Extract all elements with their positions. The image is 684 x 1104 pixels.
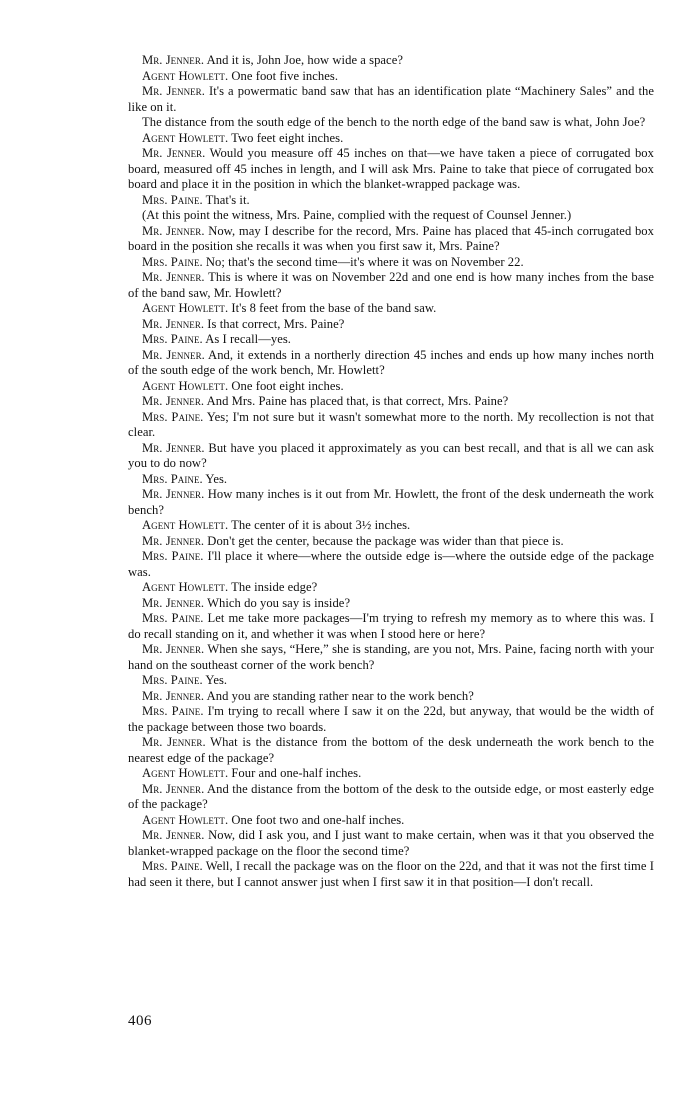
paragraph-text: Don't get the center, because the package was wider than that piece is. [204, 533, 564, 548]
paragraph-text: Yes. [202, 673, 228, 687]
speaker-name: Mrs. Paine. [142, 192, 203, 207]
speaker-name: Agent Howlett. [142, 130, 229, 145]
speaker-name: Mr. Jenner. [142, 316, 205, 331]
paragraph-text: I'll place it where—where the outside edge is—where the outside edge of the package was. [128, 549, 654, 579]
paragraph-text: (At this point the witness, Mrs. Paine, complied with the request of Counsel Jenner.) [142, 208, 572, 222]
paragraph [128, 410, 654, 441]
paragraph [128, 255, 654, 271]
speaker-name: Mrs. Paine. [142, 332, 203, 346]
speaker-name: Mr. Jenner. [142, 595, 205, 610]
paragraph-text: The distance from the south edge of the bench to the north edge of the band saw is what, John Joe? [142, 115, 646, 129]
paragraph [128, 394, 654, 410]
paragraph-text: And it is, John Joe, how wide a space? [204, 53, 403, 67]
speaker-name: Mrs. Paine. [142, 409, 204, 424]
transcript-body [128, 53, 654, 890]
paragraph [128, 379, 654, 395]
paragraph [128, 208, 654, 224]
speaker-name: Mrs. Paine. [142, 704, 204, 718]
speaker-name: Agent Howlett. [142, 766, 229, 780]
paragraph-text: The inside edge? [228, 580, 318, 594]
paragraph-text: This is where it was on November 22d and one end is how many inches from the base of the band saw, Mr. Howlett? [128, 270, 654, 300]
paragraph [128, 859, 654, 890]
speaker-name: Mr. Jenner. [142, 828, 205, 842]
speaker-name: Mr. Jenner. [142, 394, 205, 408]
paragraph [128, 596, 654, 612]
paragraph-text: The center of it is about 3½ inches. [228, 518, 411, 532]
paragraph-text: And the distance from the bottom of the desk to the outside edge, or most easterly edge of the package? [128, 781, 654, 811]
speaker-name: Agent Howlett. [142, 812, 229, 827]
speaker-name: Agent Howlett. [142, 68, 229, 83]
paragraph-text: No; that's the second time—it's where it was on November 22. [202, 254, 524, 269]
paragraph-text: One foot two and one-half inches. [228, 812, 405, 827]
paragraph [128, 348, 654, 379]
speaker-name: Mr. Jenner. [142, 270, 205, 284]
speaker-name: Mrs. Paine. [142, 549, 204, 563]
paragraph [128, 766, 654, 782]
paragraph [128, 146, 654, 193]
speaker-name: Mr. Jenner. [142, 84, 205, 98]
paragraph-text: One foot eight inches. [228, 378, 344, 393]
paragraph [128, 549, 654, 580]
paragraph [128, 131, 654, 147]
paragraph [128, 84, 654, 115]
paragraph [128, 270, 654, 301]
paragraph-text: But have you placed it approximately as you can best recall, and that is all we can ask you to do now? [128, 440, 654, 470]
paragraph-text: And Mrs. Paine has placed that, is that correct, Mrs. Paine? [204, 394, 509, 408]
speaker-name: Mr. Jenner. [142, 53, 205, 67]
speaker-name: Agent Howlett. [142, 301, 229, 315]
paragraph [128, 782, 654, 813]
speaker-name: Mr. Jenner. [142, 487, 205, 501]
paragraph-text: When she says, “Here,” she is standing, are you not, Mrs. Paine, facing north with your hand on the southeast corner of the work bench? [128, 642, 654, 672]
paragraph [128, 53, 654, 69]
paragraph-text: How many inches is it out from Mr. Howlett, the front of the desk underneath the work bench? [128, 487, 654, 517]
paragraph [128, 69, 654, 85]
paragraph-text: Is that correct, Mrs. Paine? [204, 316, 345, 331]
paragraph [128, 441, 654, 472]
speaker-name: Mrs. Paine. [142, 611, 204, 625]
speaker-name: Mrs. Paine. [142, 673, 203, 687]
paragraph-text: Four and one-half inches. [228, 766, 362, 780]
paragraph-text: Yes. [202, 471, 228, 486]
paragraph-text: I'm trying to recall where I saw it on the 22d, but anyway, that would be the width of the package between those two boards. [128, 704, 655, 734]
speaker-name: Mr. Jenner. [142, 688, 205, 703]
paragraph [128, 689, 654, 705]
paragraph-text: Now, may I describe for the record, Mrs. Paine has placed that 45-inch corrugated box board in the position she recalls it was when you first saw it, Mrs. Paine? [128, 223, 654, 253]
paragraph [128, 813, 654, 829]
paragraph [128, 534, 654, 550]
speaker-name: Agent Howlett. [142, 580, 229, 594]
paragraph-text: Now, did I ask you, and I just want to make certain, when was it that you observed the blanket-wrapped package on the floor the second time? [128, 828, 654, 858]
paragraph-text: Which do you say is inside? [204, 595, 351, 610]
paragraph [128, 301, 654, 317]
speaker-name: Mrs. Paine. [142, 471, 203, 486]
paragraph-text: One foot five inches. [228, 68, 339, 83]
speaker-name: Mr. Jenner. [142, 347, 205, 362]
speaker-name: Mr. Jenner. [142, 146, 206, 160]
speaker-name: Mr. Jenner. [142, 533, 205, 548]
paragraph-text: As I recall—yes. [202, 332, 291, 346]
speaker-name: Mr. Jenner. [142, 440, 205, 455]
paragraph [128, 828, 654, 859]
speaker-name: Mr. Jenner. [142, 735, 206, 749]
speaker-name: Mrs. Paine. [142, 254, 203, 269]
paragraph [128, 317, 654, 333]
paragraph [128, 224, 654, 255]
paragraph [128, 673, 654, 689]
paragraph-text: What is the distance from the bottom of the desk underneath the work bench to the nearest edge of the package? [128, 735, 654, 765]
speaker-name: Mr. Jenner. [142, 223, 205, 238]
paragraph [128, 735, 654, 766]
paragraph [128, 472, 654, 488]
paragraph-text: Two feet eight inches. [228, 130, 344, 145]
paragraph-text: Would you measure off 45 inches on that—we have taken a piece of corrugated box board, measured off 45 inches in length, and I will ask Mrs. Paine to take that piece of corrugated box board and place it in the position in which the blanket-wrapped package was. [128, 146, 654, 191]
paragraph-text: Let me take more packages—I'm trying to refresh my memory as to where this was. I do recall standing on it, and whether it was when I stood here or here? [128, 611, 654, 641]
paragraph-text: Well, I recall the package was on the floor on the 22d, and that it was not the first time I had seen it there, but I cannot answer just when I first saw it in that position—I don't recall. [128, 859, 655, 889]
paragraph [128, 611, 654, 642]
speaker-name: Mr. Jenner. [142, 781, 205, 796]
speaker-name: Agent Howlett. [142, 378, 229, 393]
paragraph-text: It's 8 feet from the base of the band saw. [228, 301, 437, 315]
speaker-name: Agent Howlett. [142, 518, 229, 532]
speaker-name: Mr. Jenner. [142, 642, 205, 656]
paragraph [128, 580, 654, 596]
paragraph-text: Yes; I'm not sure but it wasn't somewhat more to the north. My recollection is not that clear. [128, 409, 654, 439]
paragraph [128, 332, 654, 348]
paragraph [128, 518, 654, 534]
paragraph [128, 115, 654, 131]
paragraph [128, 193, 654, 209]
paragraph [128, 642, 654, 673]
paragraph-text: And you are standing rather near to the work bench? [204, 688, 474, 703]
paragraph [128, 487, 654, 518]
page-number: 406 [128, 1013, 152, 1029]
paragraph-text: That's it. [202, 192, 250, 207]
paragraph-text: And, it extends in a northerly direction 45 inches and ends up how many inches north of the south edge of the work bench, Mr. Howlett? [128, 347, 654, 377]
speaker-name: Mrs. Paine. [142, 859, 203, 873]
paragraph [128, 704, 654, 735]
paragraph-text: It's a powermatic band saw that has an identification plate “Machinery Sales” and the like on it. [128, 84, 654, 114]
